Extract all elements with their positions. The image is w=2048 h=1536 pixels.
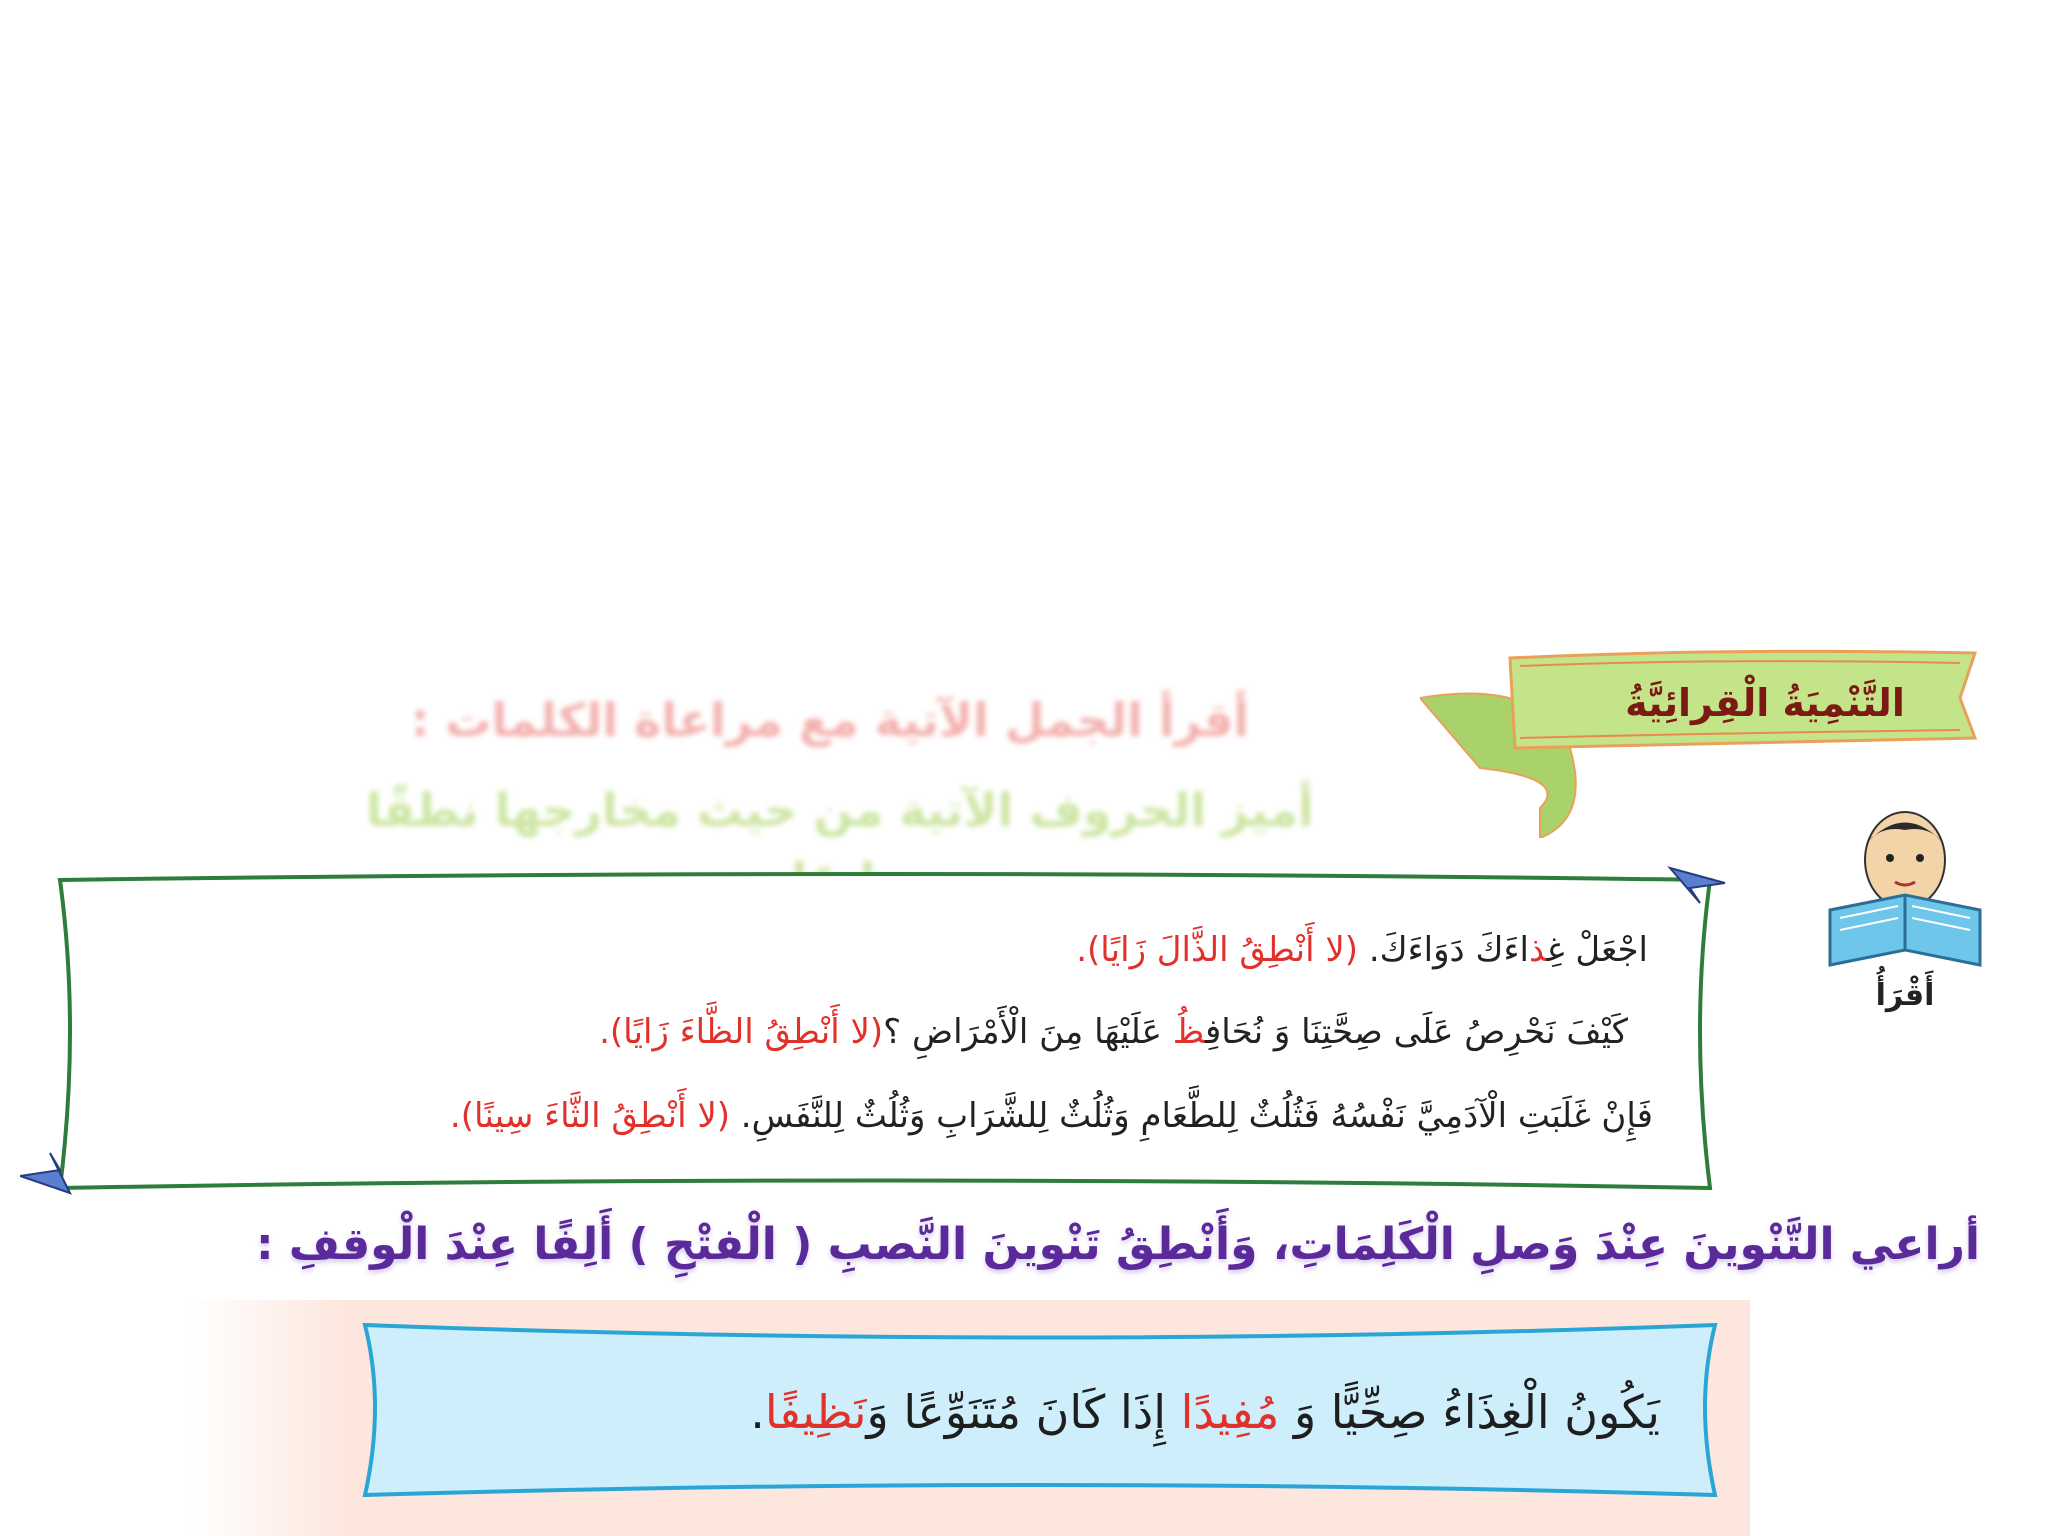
sentence-2: كَيْفَ نَحْرِصُ عَلَى صِحَّتِنَا وَ نُحَافِظُ عَلَيْهَا مِنَ الْأَمْرَاضِ ؟(لا أَنْطِقُ الظَّاءَ زَايًا).: [599, 1012, 1628, 1052]
panel-fade: [190, 1300, 350, 1536]
faded-heading-line2: أميز الحروف الآتية من حيث مخارجها نطقًا: [366, 783, 1314, 837]
pronunciation-note: (لا أَنْطِقُ الثَّاءَ سِينًا).: [449, 1096, 730, 1136]
instruction-text: أراعي التَّنْوينَ عِنْدَ وَصلِ الْكَلِمَاتِ، وَأَنْطِقُ تَنْوينَ النَّصبِ ( الْفتْحِ ) أَلِفًا عِنْدَ الْوقفِ :: [256, 1219, 1980, 1270]
example-highlight-1: مُفِيدًا: [1180, 1385, 1280, 1439]
reading-boy-icon: [1810, 800, 2000, 970]
section-title: التَّنْمِيَةُ الْقِرائِيَّةُ: [1625, 681, 1905, 725]
sentence-1: اجْعَلْ غِذاءَكَ دَوَاءَكَ. (لا أَنْطِقُ الذَّالَ زَايًا).: [1076, 930, 1648, 970]
sentence-3: فَإِنْ غَلَبَتِ الْآدَمِيَّ نَفْسُهُ فَثُلُثٌ لِلطَّعَامِ وَثُلُثٌ لِلشَّرَابِ وَثُلُثٌ لِلنَّفَسِ. (لا أَنْطِقُ الثَّاءَ سِينًا).: [449, 1096, 1653, 1136]
faded-heading-line1: أقرأ الجمل الآتية مع مراعاة الكلمات :: [410, 693, 1250, 747]
example-sentence: يَكُونُ الْغِذَاءُ صِحِّيًّا وَ مُفِيدًا إِذَا كَانَ مُتَنَوِّعًا وَنَظِيفًا.: [750, 1385, 1660, 1439]
pronunciation-note: (لا أَنْطِقُ الذَّالَ زَايًا).: [1076, 930, 1359, 970]
read-label: أَقْرَأُ: [1875, 978, 1935, 1013]
highlight-letter: ذ: [1528, 930, 1547, 970]
highlight-letter: ظُ: [1172, 1012, 1206, 1052]
pronunciation-note: (لا أَنْطِقُ الظَّاءَ زَايًا).: [599, 1012, 884, 1052]
example-highlight-2: نَظِيفًا: [764, 1385, 867, 1439]
